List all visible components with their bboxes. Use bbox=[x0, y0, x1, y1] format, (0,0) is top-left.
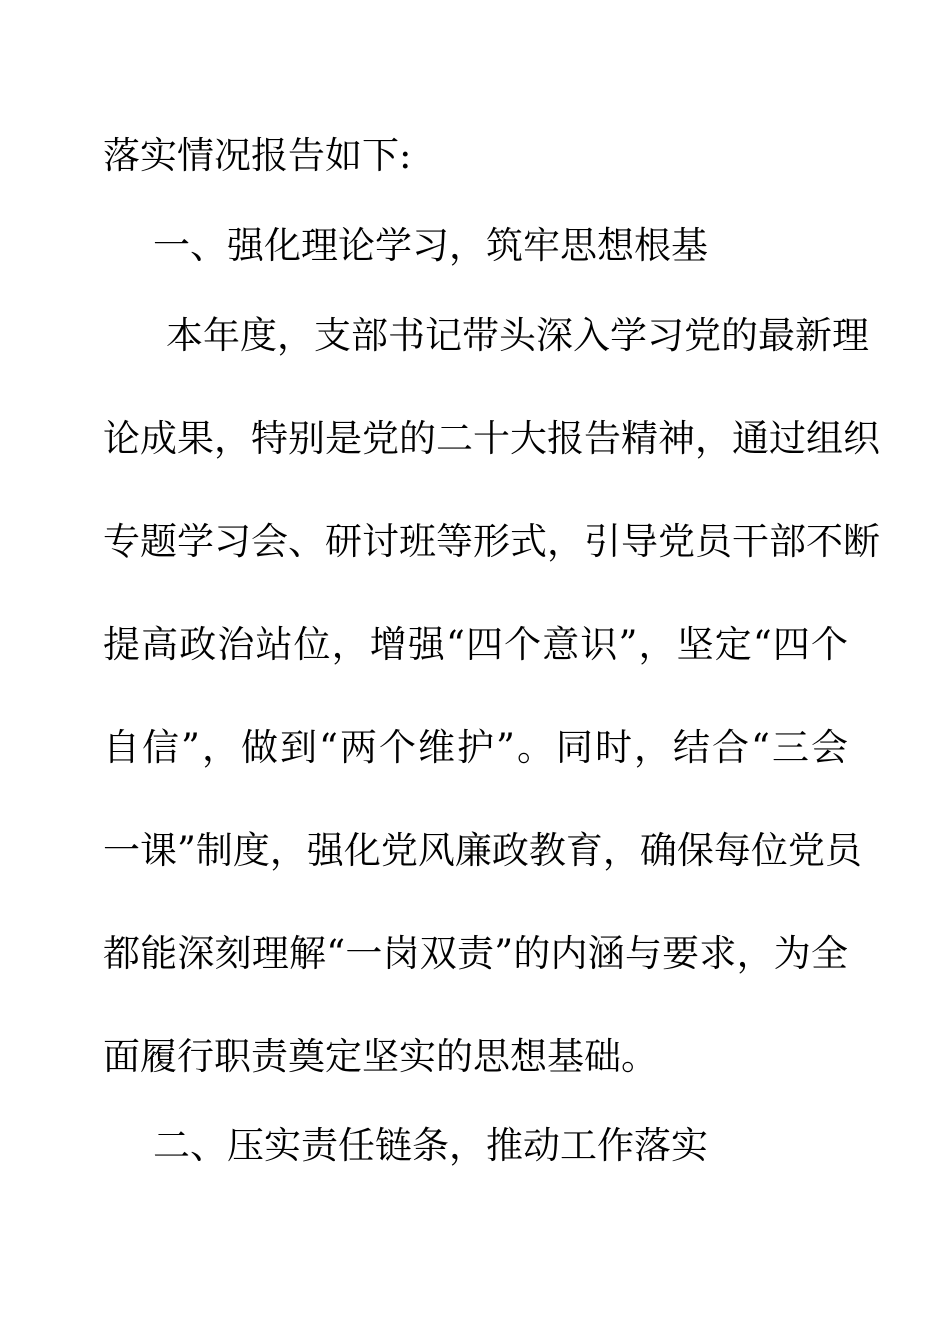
paragraph-line: 自信”，做到“两个维护”。同时，结合“三会 bbox=[103, 726, 848, 769]
paragraph-line: 面履行职责奠定坚实的思想基础。 bbox=[103, 1035, 658, 1078]
section-1-heading: 一、强化理论学习，筑牢思想根基 bbox=[153, 224, 708, 267]
paragraph-line: 本年度，支部书记带头深入学习党的最新理 bbox=[166, 314, 869, 357]
intro-line: 落实情况报告如下: bbox=[103, 134, 412, 177]
paragraph-line: 都能深刻理解“一岗双责”的内涵与要求，为全 bbox=[103, 932, 848, 975]
paragraph-line: 专题学习会、研讨班等形式，引导党员干部不断 bbox=[103, 520, 880, 563]
paragraph-line: 提高政治站位，增强“四个意识”，坚定“四个 bbox=[103, 623, 848, 666]
section-2-heading: 二、压实责任链条，推动工作落实 bbox=[153, 1124, 708, 1167]
paragraph-line: 一课”制度，强化党风廉政教育，确保每位党员 bbox=[103, 829, 862, 872]
paragraph-line: 论成果，特别是党的二十大报告精神，通过组织 bbox=[103, 417, 880, 460]
